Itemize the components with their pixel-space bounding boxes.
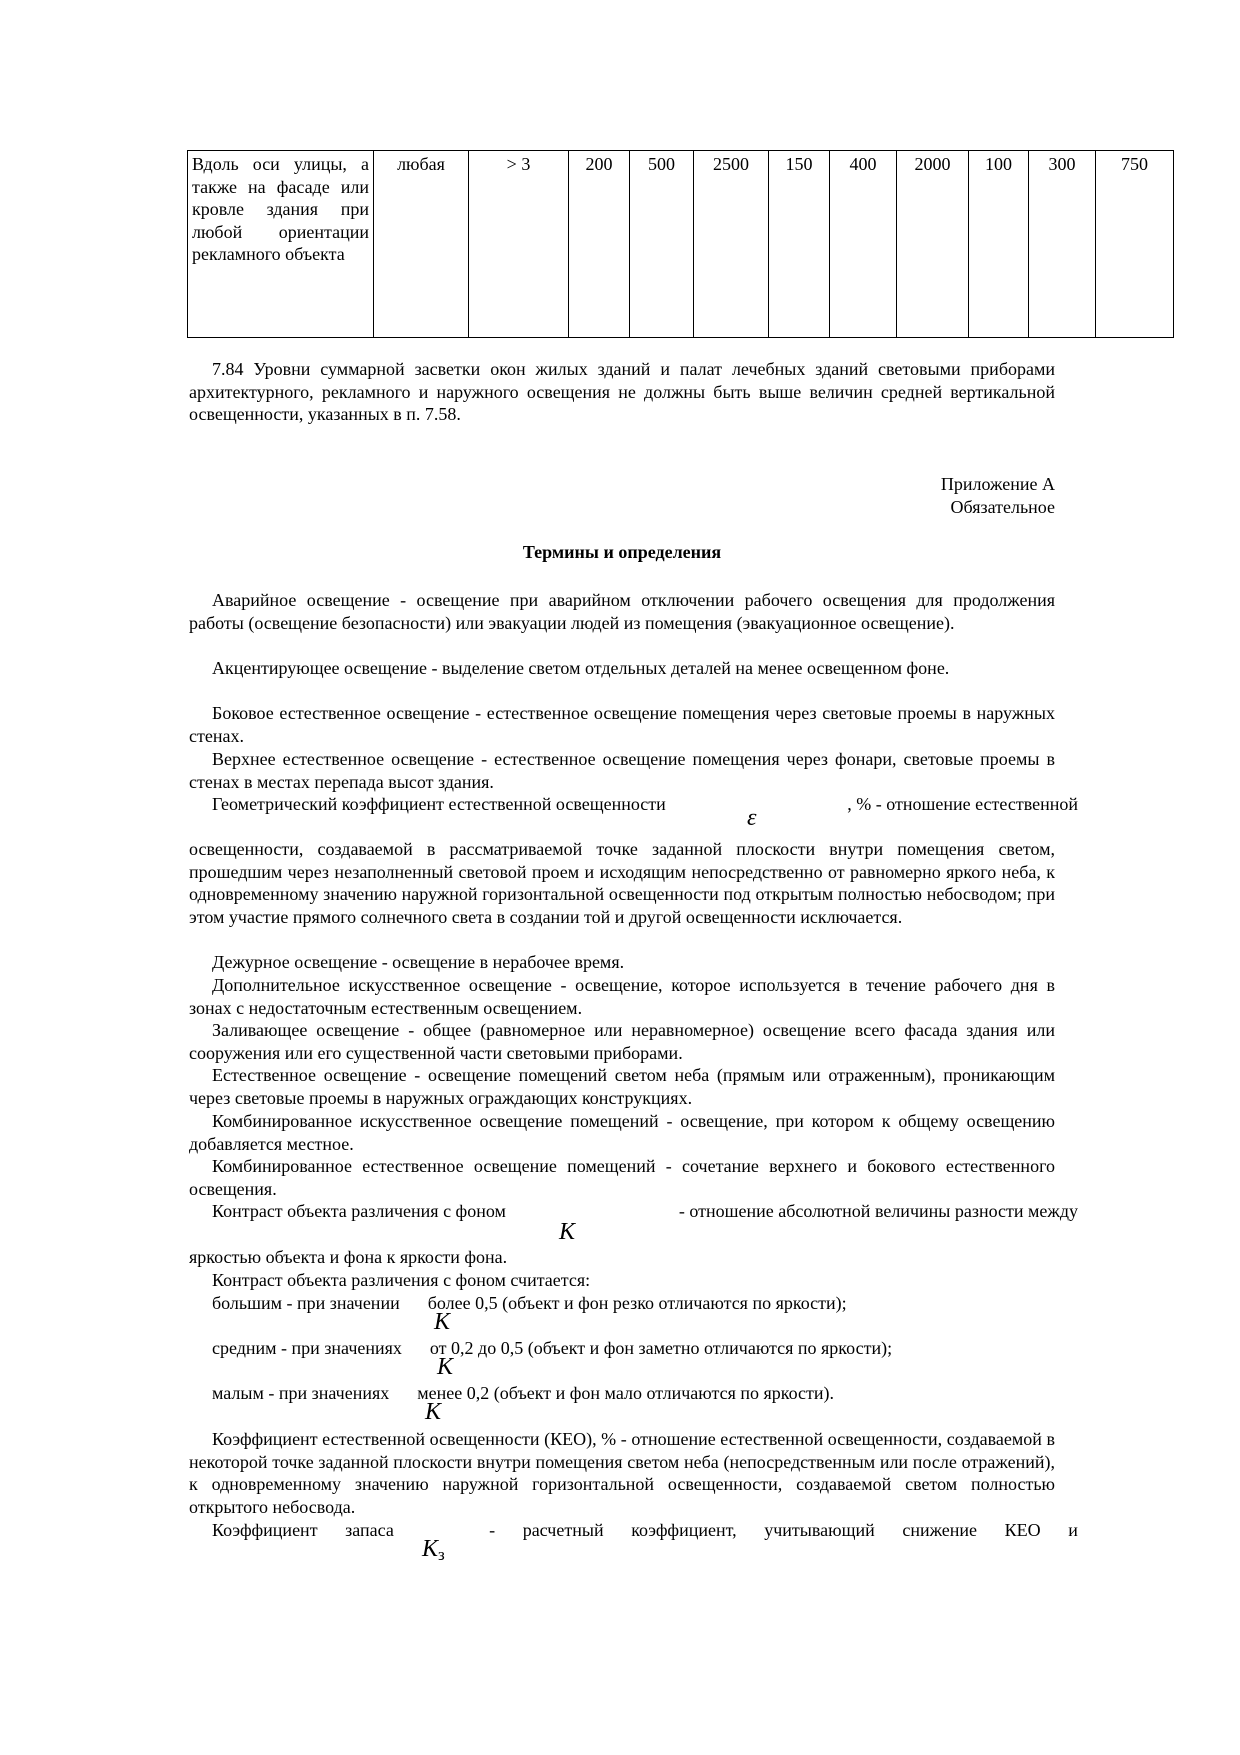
- term-floodlighting: Заливающее освещение - общее (равномерное или неравномерное) освещение всего фасада здания или сооружения или его существенной части световыми приборами.: [189, 1020, 1055, 1063]
- term-geometric-coefficient-first-line: [189, 793, 1078, 816]
- table-cell-orientation: любая: [374, 151, 469, 338]
- contrast-small-tail: менее 0,2 (объект и фон мало отличаются по яркости).: [417, 1383, 835, 1403]
- appendix-title: Приложение А: [940, 474, 1055, 494]
- table-cell-value: 150: [769, 151, 830, 338]
- contrast-medium-text: средним - при значениях: [212, 1338, 402, 1358]
- table-cell-value: 2000: [897, 151, 969, 338]
- contrast-intro: Контраст объекта различения с фоном считается:: [212, 1270, 591, 1290]
- term-duty-lighting: Дежурное освещение - освещение в нерабочее время.: [212, 952, 625, 972]
- term-contrast-end: - отношение абсолютной величины разности между: [678, 1201, 1078, 1221]
- term-side-daylight: Боковое естественное освещение - естественное освещение помещения через световые проемы в наружных стенах.: [189, 703, 1055, 746]
- epsilon-symbol: ε: [747, 805, 757, 831]
- term-accent-lighting: Акцентирующее освещение - выделение светом отдельных деталей на менее освещенном фоне.: [212, 658, 950, 678]
- table-cell-value: 2500: [694, 151, 769, 338]
- table-cell-value: 400: [830, 151, 897, 338]
- illumination-limits-table: [187, 150, 1174, 338]
- safety-factor-word: КЕО: [1004, 1520, 1041, 1540]
- table-cell-value: 200: [569, 151, 630, 338]
- term-contrast-rest: яркостью объекта и фона к яркости фона.: [189, 1247, 508, 1267]
- contrast-medium-tail: от 0,2 до 0,5 (объект и фон заметно отличаются по яркости);: [429, 1338, 893, 1358]
- contrast-small: [189, 1382, 1078, 1405]
- contrast-large: [189, 1292, 1078, 1315]
- safety-factor-word: снижение: [902, 1520, 978, 1540]
- table-cell-value: 300: [1029, 151, 1096, 338]
- contrast-medium-k-symbol: K: [437, 1354, 454, 1380]
- table-cell-value: 100: [969, 151, 1029, 338]
- safety-factor-word: Коэффициент: [212, 1520, 318, 1540]
- term-top-daylight: Верхнее естественное освещение - естественное освещение помещения через фонари, световые проемы в стенах в местах перепада высот здания.: [189, 749, 1055, 792]
- term-emergency-lighting: Аварийное освещение - освещение при аварийном отключении рабочего освещения для продолжения работы (освещение безопасности) или эвакуации людей из помещения (эвакуационное освещение).: [189, 590, 1055, 633]
- table-cell-object: Вдоль оси улицы, а также на фасаде или кровле здания при любой ориентации рекламного объекта: [188, 151, 374, 338]
- contrast-large-text: большим - при значении: [212, 1293, 400, 1313]
- safety-factor-word: учитывающий: [764, 1520, 875, 1540]
- term-daylight-factor: Коэффициент естественной освещенности (КЕО), % - отношение естественной освещенности, создаваемой в некоторой точке заданной плоскости внутри помещения светом неба (непосредственным или после отражений), к одновременному значению наружной горизонтальной освещенности, создаваемой светом полностью открытого небосвода.: [189, 1429, 1055, 1517]
- contrast-k-symbol: K: [559, 1219, 576, 1245]
- safety-factor-word: коэффициент,: [631, 1520, 737, 1540]
- paragraph-7-84: 7.84 Уровни суммарной засветки окон жилых зданий и палат лечебных зданий световыми приборами архитектурного, рекламного и наружного освещения не должны быть выше величин средней вертикальной освещенности, указанных в п. 7.58.: [189, 359, 1055, 425]
- table-cell-value: 750: [1096, 151, 1174, 338]
- table-row: [188, 151, 1174, 338]
- contrast-large-tail: более 0,5 (объект и фон резко отличаются по яркости);: [427, 1293, 847, 1313]
- safety-factor-subscript: з: [438, 1545, 445, 1564]
- term-geometric-coefficient-start: Геометрический коэффициент естественной освещенности: [212, 794, 666, 814]
- term-contrast-first-line: [189, 1200, 1078, 1223]
- contrast-small-k-symbol: K: [425, 1399, 442, 1425]
- contrast-small-text: малым - при значениях: [212, 1383, 390, 1403]
- safety-factor-word: и: [1068, 1520, 1078, 1540]
- term-additional-lighting: Дополнительное искусственное освещение - освещение, которое используется в течение рабочего дня в зонах с недостаточным естественным освещением.: [189, 975, 1055, 1018]
- term-geometric-coefficient-rest: освещенности, создаваемой в рассматриваемой точке заданной плоскости внутри помещения светом, прошедшим через незаполненный световой проем и исходящим непосредственно от равномерно яркого неба, к одновременному значению наружной горизонтальной освещенности под открытым полностью небосводом; при этом участие прямого солнечного света в создании той и другой освещенности исключается.: [189, 839, 1055, 927]
- appendix-status: Обязательное: [950, 497, 1055, 517]
- safety-factor-k: K: [422, 1536, 439, 1562]
- term-contrast-start: Контраст объекта различения с фоном: [212, 1201, 506, 1221]
- safety-factor-k-symbol: [422, 1537, 445, 1567]
- contrast-medium: [189, 1337, 1078, 1360]
- safety-factor-word: расчетный: [522, 1520, 604, 1540]
- term-combined-artificial-lighting: Комбинированное искусственное освещение помещений - освещение, при котором к общему освещению добавляется местное.: [189, 1111, 1055, 1154]
- table-cell-area: > 3: [469, 151, 569, 338]
- section-heading: Термины и определения: [522, 542, 722, 562]
- safety-factor-word: запаса: [345, 1520, 394, 1540]
- contrast-large-k-symbol: K: [434, 1309, 451, 1335]
- table-cell-value: 500: [630, 151, 694, 338]
- safety-factor-word: -: [489, 1520, 496, 1540]
- term-natural-lighting: Естественное освещение - освещение помещений светом неба (прямым или отраженным), проникающим через световые проемы в наружных ограждающих конструкциях.: [189, 1065, 1055, 1108]
- term-combined-natural-lighting: Комбинированное естественное освещение помещений - сочетание верхнего и бокового естественного освещения.: [189, 1156, 1055, 1199]
- term-safety-factor-first-line: [189, 1519, 1078, 1542]
- term-geometric-coefficient-end: , % - отношение естественной: [847, 794, 1078, 814]
